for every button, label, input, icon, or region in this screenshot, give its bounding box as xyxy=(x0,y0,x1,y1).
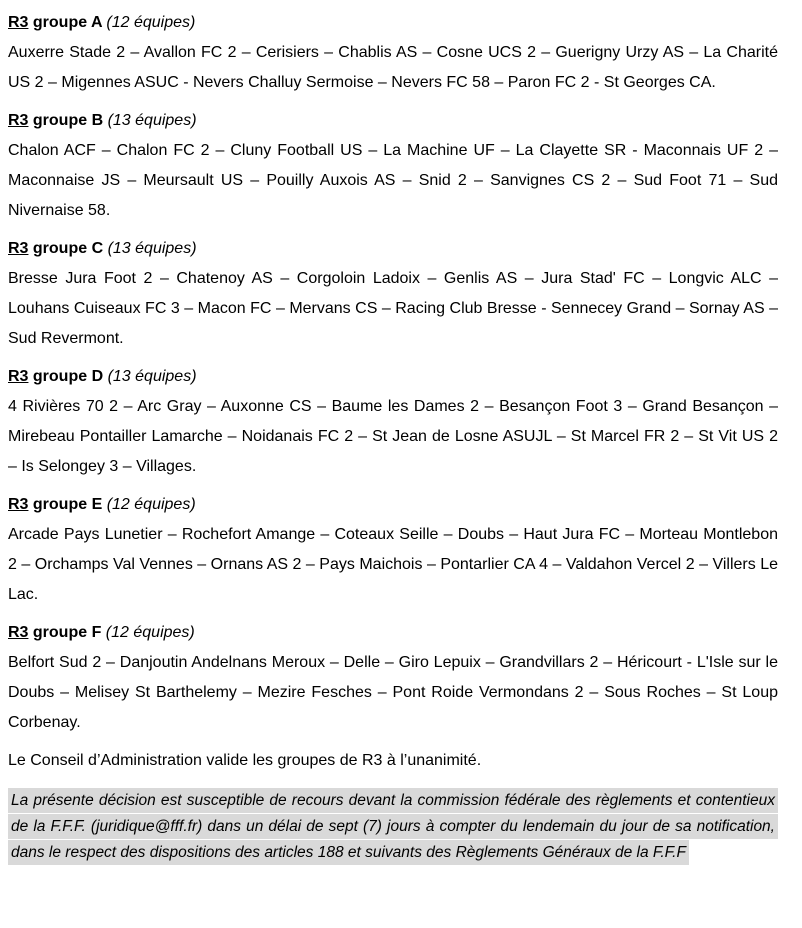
group-code: R3 xyxy=(8,14,29,31)
team-list: Arcade Pays Lunetier – Rochefort Amange – Coteaux Seille – Doubs – Haut Jura FC – Morteau Montlebon 2 – Orchamps Val Vennes – Ornans AS 2 – Pays Maichois – Pontarlier CA 4 – Valdahon Vercel 2 – Villers Le Lac. xyxy=(8,526,778,603)
group-count: (13 équipes) xyxy=(107,112,197,129)
group-section-c xyxy=(8,234,778,354)
group-code: R3 xyxy=(8,496,29,513)
team-list: Auxerre Stade 2 – Avallon FC 2 – Cerisiers – Chablis AS – Cosne UCS 2 – Guerigny Urzy AS – La Charité US 2 – Migennes ASUC - Nevers Challuy Sermoise – Nevers FC 58 – Paron FC 2 - St Georges CA. xyxy=(8,44,778,91)
group-count: (12 équipes) xyxy=(106,496,196,513)
team-list: Chalon ACF – Chalon FC 2 – Cluny Football US – La Machine UF – La Clayette SR - Maconnais UF 2 – Maconnaise JS – Meursault US – Pouilly Auxois AS – Snid 2 – Sanvignes CS 2 – Sud Foot 71 – Sud Nivernaise 58. xyxy=(8,142,778,219)
legal-notice-highlight: La présente décision est susceptible de recours devant la commission fédérale des règlements et contentieux de la F.F.F. (juridique@fff.fr) dans un délai de sept (7) jours à compter du lendemain du jour de sa notification, dans le respect des dispositions des articles 188 et suivants des Règlements Généraux de la F.F.F xyxy=(8,788,778,865)
group-name: groupe B xyxy=(32,112,104,129)
group-count: (13 équipes) xyxy=(107,240,197,257)
group-code: R3 xyxy=(8,112,29,129)
group-name: groupe D xyxy=(32,368,104,385)
group-count: (12 équipes) xyxy=(106,14,196,31)
team-list: 4 Rivières 70 2 – Arc Gray – Auxonne CS – Baume les Dames 2 – Besançon Foot 3 – Grand Besançon – Mirebeau Pontailler Lamarche – Noidanais FC 2 – St Jean de Losne ASUJL – St Marcel FR 2 – St Vit US 2 – Is Selongey 3 – Villages. xyxy=(8,398,778,475)
group-section-a xyxy=(8,8,778,98)
group-heading xyxy=(8,362,778,392)
group-heading xyxy=(8,106,778,136)
group-code: R3 xyxy=(8,368,29,385)
group-name: groupe F xyxy=(32,624,102,641)
group-heading xyxy=(8,618,778,648)
group-code: R3 xyxy=(8,240,29,257)
group-code: R3 xyxy=(8,624,29,641)
group-section-e xyxy=(8,490,778,610)
group-section-d xyxy=(8,362,778,482)
group-name: groupe C xyxy=(32,240,104,257)
group-count: (13 équipes) xyxy=(107,368,197,385)
conclusion-text: Le Conseil d’Administration valide les groupes de R3 à l’unanimité. xyxy=(8,752,482,769)
group-count: (12 équipes) xyxy=(105,624,195,641)
group-heading xyxy=(8,234,778,264)
team-list: Belfort Sud 2 – Danjoutin Andelnans Meroux – Delle – Giro Lepuix – Grandvillars 2 – Héricourt - L'Isle sur le Doubs – Melisey St Barthelemy – Mezire Fesches – Pont Roide Vermondans 2 – Sous Roches – St Loup Corbenay. xyxy=(8,654,778,731)
group-section-b xyxy=(8,106,778,226)
team-list: Bresse Jura Foot 2 – Chatenoy AS – Corgoloin Ladoix – Genlis AS – Jura Stad' FC – Longvic ALC – Louhans Cuiseaux FC 3 – Macon FC – Mervans CS – Racing Club Bresse - Sennecey Grand – Sornay AS – Sud Revermont. xyxy=(8,270,778,347)
legal-notice xyxy=(8,788,778,866)
group-name: groupe A xyxy=(32,14,102,31)
group-name: groupe E xyxy=(32,496,103,513)
group-section-f xyxy=(8,618,778,738)
group-heading xyxy=(8,490,778,520)
group-heading xyxy=(8,8,778,38)
